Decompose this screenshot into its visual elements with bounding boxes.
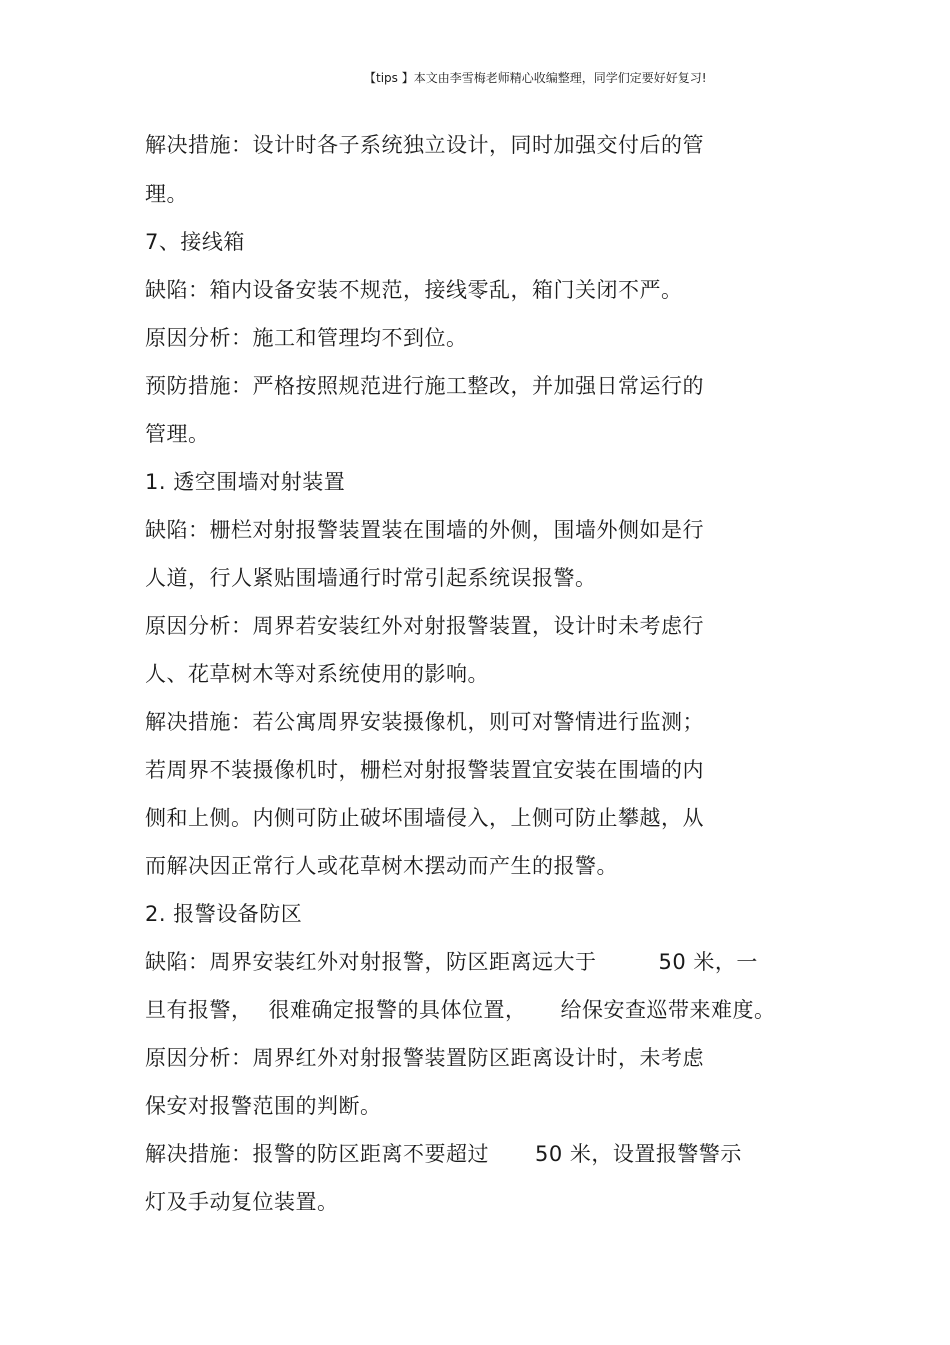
paragraph-line: 管理。 (145, 422, 210, 446)
paragraph-line: 理。 (145, 182, 188, 206)
paragraph-line: 缺陷：栅栏对射报警装置装在围墙的外侧，围墙外侧如是行 (145, 518, 704, 542)
paragraph-line: 解决措施：设计时各子系统独立设计，同时加强交付后的管 (145, 133, 704, 157)
paragraph-line: 解决措施：若公寓周界安装摄像机，则可对警情进行监测； (145, 710, 704, 734)
paragraph-line: 人道，行人紧贴围墙通行时常引起系统误报警。 (145, 566, 597, 590)
text-segment: 缺陷：周界安装红外对射报警，防区距离远大于 (145, 950, 597, 974)
text-segment: 给保安查巡带来难度。 (560, 998, 776, 1022)
paragraph-line: 而解决因正常行人或花草树木摆动而产生的报警。 (145, 854, 618, 878)
text-segment: 解决措施：报警的防区距离不要超过 (145, 1142, 489, 1166)
section-heading: 1. 透空围墙对射装置 (145, 470, 346, 494)
text-segment: 很难确定报警的具体位置， (268, 998, 527, 1022)
paragraph-line: 原因分析：周界若安装红外对射报警装置，设计时未考虑行 (145, 614, 704, 638)
text-segment: 50 米，一 (658, 950, 758, 974)
section-heading: 2. 报警设备防区 (145, 902, 303, 926)
paragraph-line (145, 1139, 742, 1169)
paragraph-line: 保安对报警范围的判断。 (145, 1094, 382, 1118)
text-segment: 50 米，设置报警警示 (535, 1142, 742, 1166)
paragraph-line: 缺陷：箱内设备安装不规范，接线零乱，箱门关闭不严。 (145, 278, 683, 302)
paragraph-line: 侧和上侧。内侧可防止破坏围墙侵入，上侧可防止攀越，从 (145, 806, 704, 830)
paragraph-line: 灯及手动复位装置。 (145, 1190, 339, 1214)
paragraph-line: 预防措施：严格按照规范进行施工整改，并加强日常运行的 (145, 374, 704, 398)
paragraph-line (145, 995, 776, 1025)
paragraph-line: 原因分析：施工和管理均不到位。 (145, 326, 468, 350)
paragraph-line: 若周界不装摄像机时，栅栏对射报警装置宜安装在围墙的内 (145, 758, 704, 782)
paragraph-line (145, 947, 758, 977)
text-segment: 旦有报警， (145, 998, 253, 1022)
header-tip-note: 【tips 】本文由李雪梅老师精心收编整理，同学们定要好好复习! (364, 71, 707, 85)
paragraph-line: 人、花草树木等对系统使用的影响。 (145, 662, 489, 686)
paragraph-line: 原因分析：周界红外对射报警装置防区距离设计时，未考虑 (145, 1046, 704, 1070)
section-heading: 7、接线箱 (145, 230, 245, 254)
